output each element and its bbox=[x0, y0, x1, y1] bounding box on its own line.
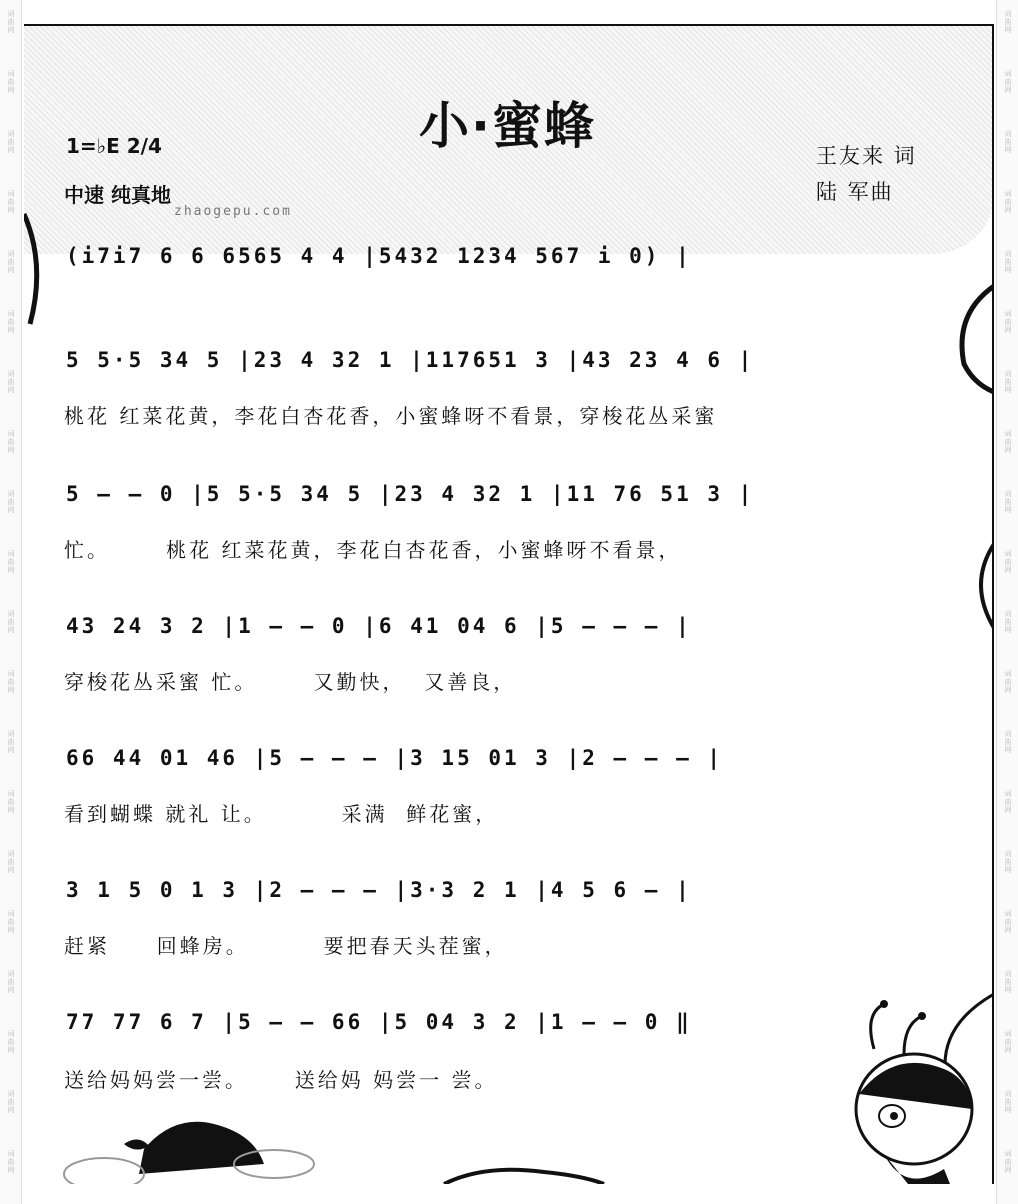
bee-icon-left bbox=[64, 1122, 314, 1184]
watermark-url: zhaogepu.com bbox=[174, 204, 292, 219]
margin-watermark: 词 曲 网 bbox=[7, 850, 15, 874]
margin-watermark: 词 曲 网 bbox=[1004, 670, 1012, 694]
bottom-swirl-icon bbox=[444, 1170, 604, 1184]
margin-watermark: 词 曲 网 bbox=[7, 910, 15, 934]
score-lyrics-row: 看到蝴蝶 就礼 让。 采满 鲜花蜜， bbox=[64, 802, 499, 826]
left-margin-strip bbox=[0, 0, 22, 1204]
score-sheet bbox=[24, 24, 994, 1184]
margin-watermark: 词 曲 网 bbox=[7, 1090, 15, 1114]
margin-watermark: 词 曲 网 bbox=[7, 610, 15, 634]
margin-watermark: 词 曲 网 bbox=[1004, 190, 1012, 214]
margin-watermark: 词 曲 网 bbox=[1004, 730, 1012, 754]
margin-watermark: 词 曲 网 bbox=[7, 190, 15, 214]
margin-watermark: 词 曲 网 bbox=[7, 670, 15, 694]
margin-watermark: 词 曲 网 bbox=[1004, 490, 1012, 514]
score-notes-row: 5 — — 0 |5 5·5 34 5 |23 4 32 1 |11 76 51 3 | bbox=[66, 482, 755, 506]
score-lyrics-row: 穿梭花丛采蜜 忙。 又勤快， 又善良， bbox=[64, 670, 517, 694]
score-notes-row: 43 24 3 2 |1 — — 0 |6 41 04 6 |5 — — — | bbox=[66, 614, 692, 638]
margin-watermark: 词 曲 网 bbox=[7, 490, 15, 514]
left-edge-swirl-icon bbox=[24, 214, 37, 324]
margin-watermark: 词 曲 网 bbox=[1004, 610, 1012, 634]
margin-watermark: 词 曲 网 bbox=[1004, 70, 1012, 94]
margin-watermark: 词 曲 网 bbox=[1004, 970, 1012, 994]
right-margin-strip bbox=[996, 0, 1018, 1204]
margin-watermark: 词 曲 网 bbox=[1004, 910, 1012, 934]
margin-watermark: 词 曲 网 bbox=[1004, 1090, 1012, 1114]
score-lyrics-row: 桃花 红菜花黄，李花白杏花香，小蜜蜂呀不看景，穿梭花丛采蜜 bbox=[64, 404, 718, 428]
left-watermark-column bbox=[0, 0, 22, 1204]
song-title: 小·蜜蜂 bbox=[419, 97, 596, 155]
score-lyrics-row: 赶紧 回蜂房。 要把春天头茬蜜， bbox=[64, 934, 508, 958]
margin-watermark: 词 曲 网 bbox=[1004, 430, 1012, 454]
margin-watermark: 词 曲 网 bbox=[7, 250, 15, 274]
margin-watermark: 词 曲 网 bbox=[7, 790, 15, 814]
score-lyrics-row: 送给妈妈尝一尝。 送给妈 妈尝一 尝。 bbox=[64, 1068, 498, 1092]
score-notes-row: 3 1 5 0 1 3 |2 — — — |3·3 2 1 |4 5 6 — | bbox=[66, 878, 692, 902]
margin-watermark: 词 曲 网 bbox=[7, 730, 15, 754]
tempo-marking: 中速 纯真地 bbox=[64, 183, 171, 207]
margin-watermark: 词 曲 网 bbox=[1004, 130, 1012, 154]
margin-watermark: 词 曲 网 bbox=[7, 370, 15, 394]
right-edge-swirl-lower-icon bbox=[981, 544, 994, 628]
margin-watermark: 词 曲 网 bbox=[1004, 550, 1012, 574]
margin-watermark: 词 曲 网 bbox=[1004, 790, 1012, 814]
score-notes-row: (i7i7 6 6 6565 4 4 |5432 1234 567 i 0) | bbox=[66, 244, 692, 268]
margin-watermark: 词 曲 网 bbox=[1004, 850, 1012, 874]
score-notes-row: 77 77 6 7 |5 — — 66 |5 04 3 2 |1 — — 0 ‖ bbox=[66, 1010, 692, 1034]
right-watermark-column bbox=[997, 0, 1018, 1204]
score-lyrics-row: 忙。 桃花 红菜花黄，李花白杏花香，小蜜蜂呀不看景， bbox=[64, 538, 682, 562]
margin-watermark: 词 曲 网 bbox=[7, 130, 15, 154]
right-edge-swirl-icon bbox=[962, 286, 994, 392]
score-notes-row: 5 5·5 34 5 |23 4 32 1 |117651 3 |43 23 4 6 | bbox=[66, 348, 755, 372]
margin-watermark: 词 曲 网 bbox=[7, 430, 15, 454]
margin-watermark: 词 曲 网 bbox=[7, 310, 15, 334]
margin-watermark: 词 曲 网 bbox=[1004, 1030, 1012, 1054]
composer-credit: 陆 军曲 bbox=[816, 180, 894, 204]
margin-watermark: 词 曲 网 bbox=[1004, 1150, 1012, 1174]
margin-watermark: 词 曲 网 bbox=[1004, 310, 1012, 334]
lyricist-credit: 王友来 词 bbox=[816, 144, 917, 168]
margin-watermark: 词 曲 网 bbox=[1004, 10, 1012, 34]
margin-watermark: 词 曲 网 bbox=[7, 970, 15, 994]
margin-watermark: 词 曲 网 bbox=[7, 1150, 15, 1174]
margin-watermark: 词 曲 网 bbox=[7, 10, 15, 34]
margin-watermark: 词 曲 网 bbox=[1004, 250, 1012, 274]
key-signature: 1=♭E 2/4 bbox=[66, 134, 162, 158]
margin-watermark: 词 曲 网 bbox=[7, 550, 15, 574]
score-notes-row: 66 44 01 46 |5 — — — |3 15 01 3 |2 — — — | bbox=[66, 746, 724, 770]
margin-watermark: 词 曲 网 bbox=[7, 70, 15, 94]
margin-watermark: 词 曲 网 bbox=[7, 1030, 15, 1054]
margin-watermark: 词 曲 网 bbox=[1004, 370, 1012, 394]
